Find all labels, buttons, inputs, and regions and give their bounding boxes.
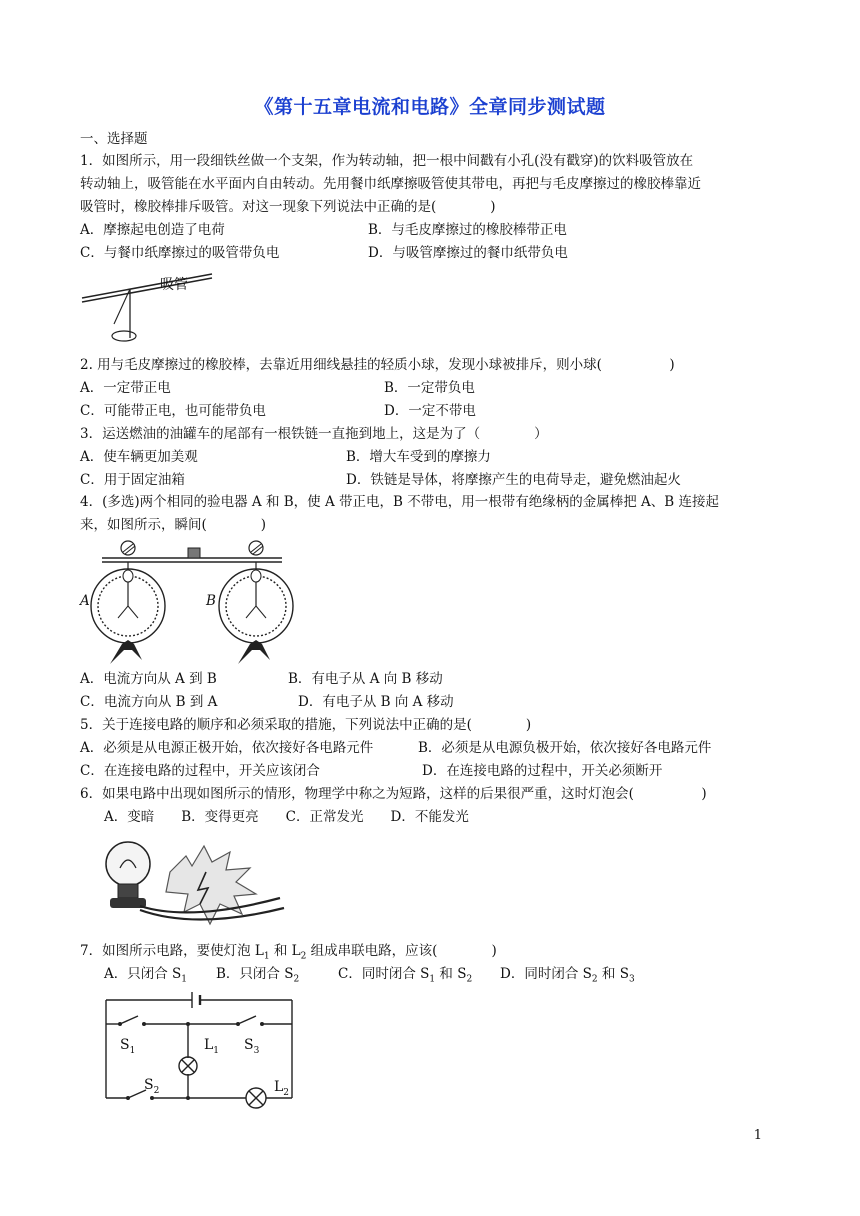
q7-option-a: A．只闭合 $S_1$: [104, 966, 188, 985]
q7-option-d: D．同时闭合 $S_2$ 和 $S_3$: [500, 966, 635, 985]
q4-option-a: A．电流方向从 A 到 B: [80, 671, 217, 687]
q6-stem: 6．如果电路中出现如图所示的情形，物理学中称之为短路，这样的后果很严重，这时灯泡会( ): [80, 786, 707, 802]
q2-option-b: B．一定带负电: [384, 380, 475, 396]
straw-figure: [82, 272, 222, 348]
short-circuit-figure: [100, 832, 290, 932]
q5-option-c: C．在连接电路的过程中，开关应该闭合: [80, 763, 320, 779]
q1-option-c: C．与餐巾纸摩擦过的吸管带负电: [80, 245, 280, 261]
q4-stem-line-1: 4．(多选)两个相同的验电器 A 和 B，使 A 带正电，B 不带电，用一根带有绝缘柄的金属棒把 A、B 连接起: [80, 494, 719, 510]
q6-options: A．变暗 B．变得更亮 C．正常发光 D．不能发光: [104, 809, 469, 825]
q3-option-c: C．用于固定油箱: [80, 472, 185, 488]
lamp-l1-label: $L_1$: [204, 1037, 220, 1056]
q7-option-c: C．同时闭合 $S_1$ 和 $S_2$: [338, 966, 473, 985]
electroscope-figure: [82, 536, 292, 664]
q7-stem: 7．如图所示电路，要使灯泡 $L_1$ 和 $L_2$ 组成串联电路，应该( ): [80, 943, 497, 962]
section-heading: 一、选择题: [80, 131, 148, 147]
q1-stem-line-3: 吸管时，橡胶棒排斥吸管。对这一现象下列说法中正确的是( ): [80, 199, 496, 215]
q2-option-a: A．一定带正电: [80, 380, 171, 396]
q4-option-c: C．电流方向从 B 到 A: [80, 694, 218, 710]
electroscope-label-a: A: [80, 593, 90, 609]
q3-stem: 3．运送燃油的油罐车的尾部有一根铁链一直拖到地上，这是为了（ ）: [80, 426, 548, 442]
q2-option-d: D．一定不带电: [384, 403, 476, 419]
q5-option-d: D．在连接电路的过程中，开关必须断开: [422, 763, 663, 779]
straw-label: 吸管: [160, 277, 188, 293]
q5-stem: 5．关于连接电路的顺序和必须采取的措施，下列说法中正确的是( ): [80, 717, 532, 733]
q4-option-b: B．有电子从 A 向 B 移动: [288, 671, 443, 687]
q3-option-d: D．铁链是导体，将摩擦产生的电荷导走，避免燃油起火: [346, 472, 681, 488]
q1-stem-line-2: 转动轴上，吸管能在水平面内自由转动。先用餐巾纸摩擦吸管使其带电，再把与毛皮摩擦过的橡胶棒靠近: [80, 176, 701, 192]
q1-option-a: A．摩擦起电创造了电荷: [80, 222, 225, 238]
q4-stem-line-2: 来，如图所示，瞬间( ): [80, 517, 267, 533]
lamp-l2-label: $L_2$: [274, 1079, 290, 1098]
switch-s2-label: $S_2$: [144, 1077, 160, 1096]
q4-option-d: D．有电子从 B 向 A 移动: [298, 694, 454, 710]
electroscope-label-b: B: [206, 593, 216, 609]
q5-option-b: B．必须是从电源负极开始，依次接好各电路元件: [418, 740, 712, 756]
switch-s1-label: $S_1$: [120, 1037, 136, 1056]
q5-option-a: A．必须是从电源正极开始，依次接好各电路元件: [80, 740, 374, 756]
page-number: 1: [753, 1128, 762, 1143]
q2-option-c: C．可能带正电，也可能带负电: [80, 403, 266, 419]
q3-option-b: B．增大车受到的摩擦力: [346, 449, 491, 465]
q1-option-d: D．与吸管摩擦过的餐巾纸带负电: [368, 245, 568, 261]
switch-s3-label: $S_3$: [244, 1037, 260, 1056]
q3-option-a: A．使车辆更加美观: [80, 449, 198, 465]
q1-stem-line-1: 1．如图所示，用一段细铁丝做一个支架，作为转动轴，把一根中间戳有小孔(没有戳穿)的饮料吸管放在: [80, 153, 694, 169]
q2-stem: 2. 用与毛皮摩擦过的橡胶棒，去靠近用细线悬挂的轻质小球，发现小球被排斥，则小球( ): [80, 357, 675, 373]
page-title: 《第十五章电流和电路》全章同步测试题: [254, 96, 606, 118]
q1-option-b: B．与毛皮摩擦过的橡胶棒带正电: [368, 222, 567, 238]
q7-option-b: B．只闭合 $S_2$: [216, 966, 300, 985]
